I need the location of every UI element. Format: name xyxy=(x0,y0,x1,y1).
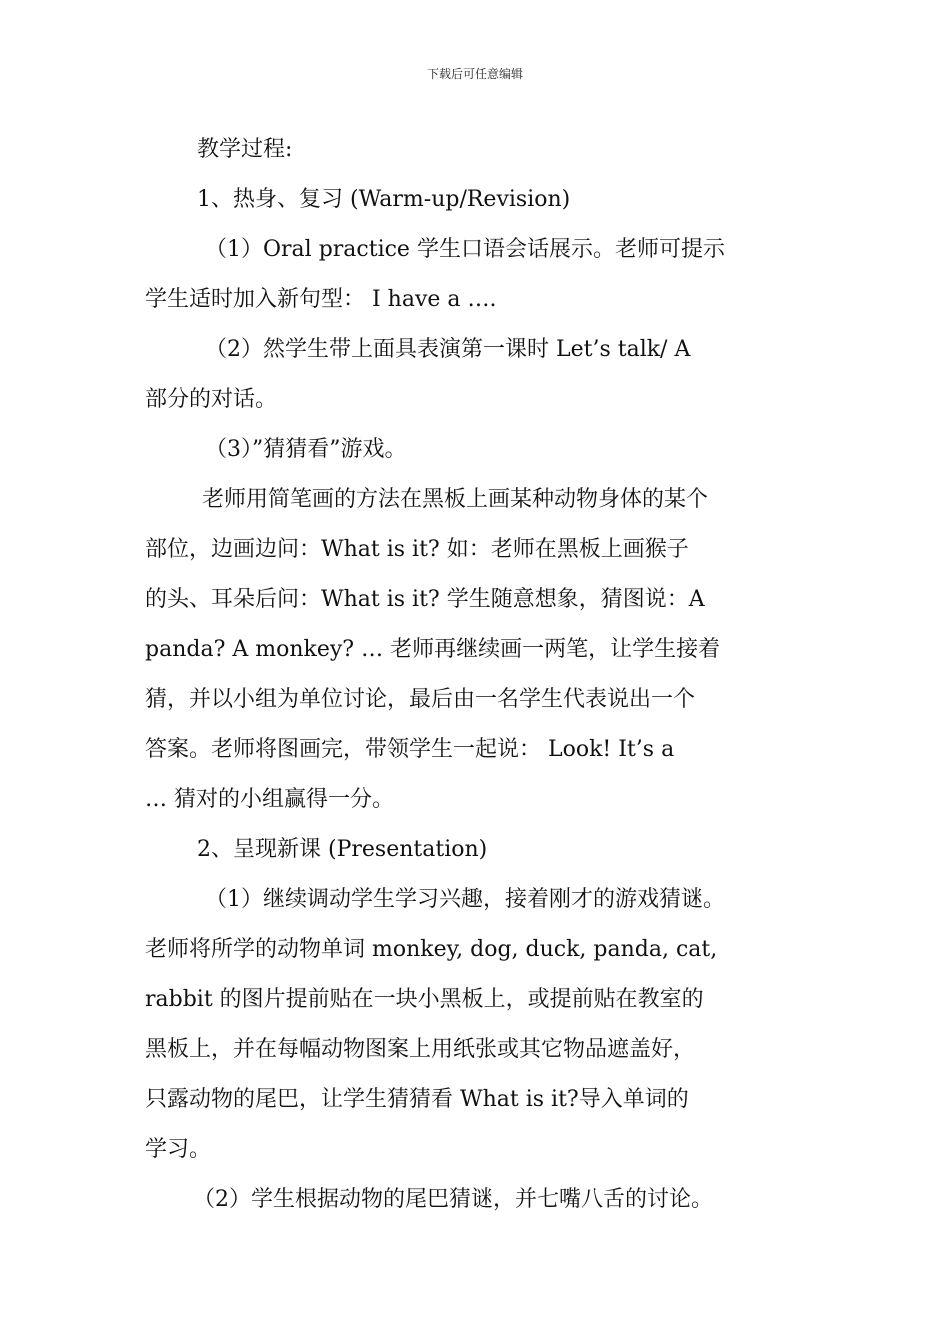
paragraph-line: rabbit 的图片提前贴在一块小黑板上，或提前贴在教室的 xyxy=(145,987,704,1012)
document-body xyxy=(145,125,807,1225)
paragraph-line: 答案。老师将图画完，带领学生一起说： Look! It’s a xyxy=(145,737,675,762)
paragraph-line: 部分的对话。 xyxy=(145,387,278,412)
section-heading-teaching-process: 教学过程: xyxy=(197,137,293,162)
paragraph-line: 老师将所学的动物单词 monkey, dog, duck, panda, cat, xyxy=(145,937,718,962)
paragraph-line: 学生适时加入新句型： I have a …. xyxy=(145,287,497,312)
paragraph-line: 部位，边画边问：What is it? 如：老师在黑板上画猴子 xyxy=(145,537,689,562)
paragraph-line: 黑板上，并在每幅动物图案上用纸张或其它物品遮盖好， xyxy=(145,1037,696,1062)
paragraph-line: 只露动物的尾巴，让学生猜猜看 What is it?导入单词的 xyxy=(145,1087,689,1112)
paragraph-line: （3）”猜猜看”游戏。 xyxy=(205,437,407,462)
paragraph-line: 老师用简笔画的方法在黑板上画某种动物身体的某个 xyxy=(202,487,709,512)
paragraph-line: … 猜对的小组赢得一分。 xyxy=(145,787,394,812)
paragraph-line: （2）然学生带上面具表演第一课时 Let’s talk/ A xyxy=(205,337,691,362)
paragraph-line: （2）学生根据动物的尾巴猜谜，并七嘴八舌的讨论。 xyxy=(193,1187,713,1212)
paragraph-line: 猜，并以小组为单位讨论，最后由一名学生代表说出一个 xyxy=(145,687,696,712)
paragraph-line: 的头、耳朵后问：What is it? 学生随意想象，猜图说：A xyxy=(145,587,705,612)
paragraph-line: （1）Oral practice 学生口语会话展示。老师可提示 xyxy=(205,237,725,262)
paragraph-line: 学习。 xyxy=(145,1137,212,1162)
paragraph-line: （1）继续调动学生学习兴趣，接着刚才的游戏猜谜。 xyxy=(205,887,725,912)
section-heading-presentation: 2、呈现新课 (Presentation) xyxy=(197,837,488,862)
page-header: 下载后可任意编辑 xyxy=(426,67,523,81)
paragraph-line: panda? A monkey? … 老师再继续画一两笔，让学生接着 xyxy=(145,637,721,662)
section-heading-warm-up: 1、热身、复习 (Warm-up/Revision) xyxy=(197,187,571,212)
